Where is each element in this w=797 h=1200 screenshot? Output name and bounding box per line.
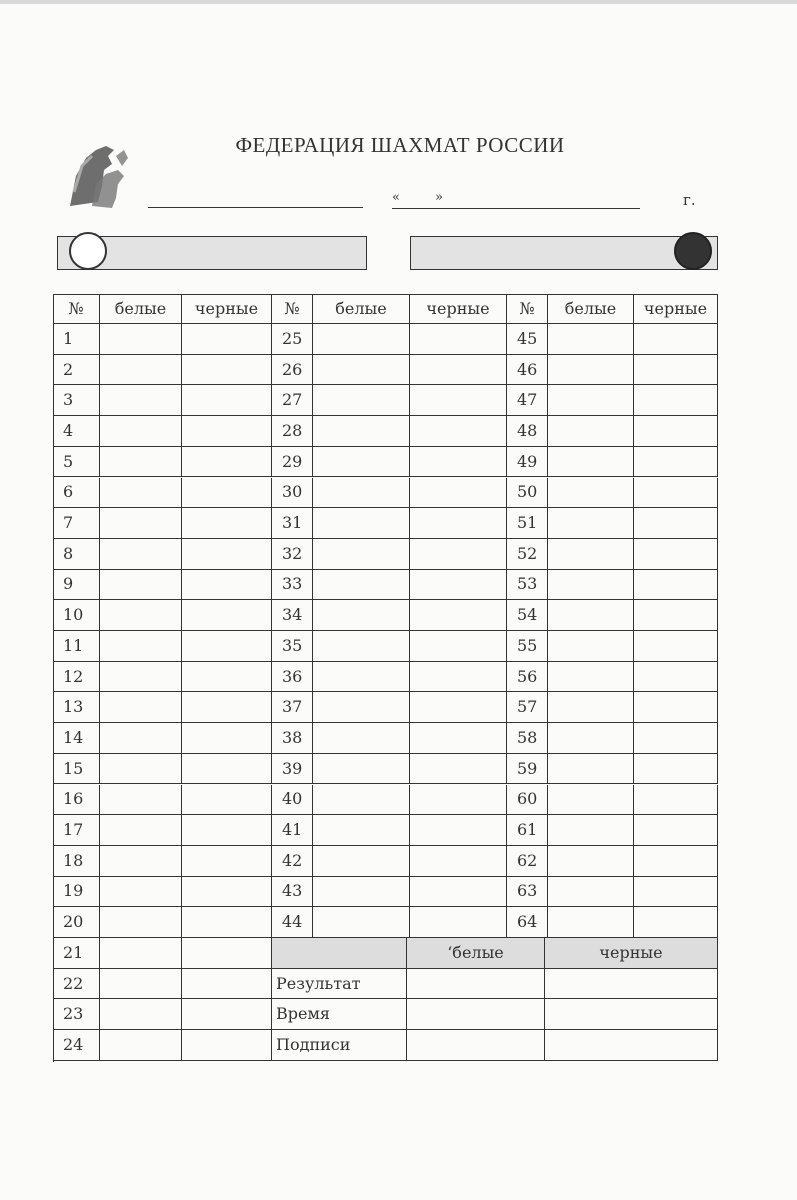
move-number: 22 (53, 969, 100, 1000)
move-number: 34 (272, 600, 313, 631)
move-number: 46 (507, 355, 548, 386)
move-number: 53 (507, 570, 548, 601)
move-number: 23 (53, 999, 100, 1030)
move-number: 37 (272, 692, 313, 723)
black-move-cell[interactable] (182, 662, 272, 693)
move-number: 16 (53, 785, 100, 816)
black-move-cell[interactable] (410, 907, 507, 938)
white-move-cell[interactable] (100, 877, 182, 908)
black-move-cell[interactable] (634, 324, 718, 355)
move-number: 17 (53, 815, 100, 846)
move-number: 2 (53, 355, 100, 386)
header-number-2: № (272, 294, 313, 324)
white-move-cell[interactable] (313, 785, 410, 816)
white-move-cell[interactable] (548, 539, 634, 570)
black-move-cell[interactable] (182, 355, 272, 386)
black-move-cell[interactable] (410, 355, 507, 386)
white-signatures-cell[interactable] (407, 1030, 545, 1061)
move-scoresheet (53, 294, 718, 1062)
black-move-cell[interactable] (410, 385, 507, 416)
white-move-cell[interactable] (100, 754, 182, 785)
header-white-1: белые (100, 294, 182, 324)
white-move-cell[interactable] (313, 877, 410, 908)
move-number: 38 (272, 723, 313, 754)
black-move-cell[interactable] (182, 877, 272, 908)
move-number: 51 (507, 508, 548, 539)
black-move-cell[interactable] (182, 723, 272, 754)
move-number: 64 (507, 907, 548, 938)
white-move-cell[interactable] (548, 570, 634, 601)
move-number: 62 (507, 846, 548, 877)
black-move-cell[interactable] (634, 907, 718, 938)
white-move-cell[interactable] (548, 907, 634, 938)
move-number: 36 (272, 662, 313, 693)
move-number: 48 (507, 416, 548, 447)
white-move-cell[interactable] (548, 815, 634, 846)
white-move-cell[interactable] (548, 692, 634, 723)
white-move-cell[interactable] (100, 631, 182, 662)
black-move-cell[interactable] (182, 969, 272, 1000)
move-number: 40 (272, 785, 313, 816)
white-move-cell[interactable] (313, 631, 410, 662)
move-number: 33 (272, 570, 313, 601)
white-move-cell[interactable] (548, 846, 634, 877)
white-move-cell[interactable] (548, 355, 634, 386)
black-move-cell[interactable] (634, 447, 718, 478)
white-move-cell[interactable] (100, 846, 182, 877)
move-number: 7 (53, 508, 100, 539)
black-move-cell[interactable] (634, 785, 718, 816)
move-number: 55 (507, 631, 548, 662)
white-move-cell[interactable] (100, 692, 182, 723)
black-move-cell[interactable] (634, 508, 718, 539)
white-move-cell[interactable] (313, 907, 410, 938)
black-move-cell[interactable] (410, 570, 507, 601)
white-move-cell[interactable] (313, 539, 410, 570)
black-move-cell[interactable] (182, 907, 272, 938)
move-number: 14 (53, 723, 100, 754)
black-player-field[interactable] (410, 236, 718, 270)
black-move-cell[interactable] (182, 324, 272, 355)
white-move-cell[interactable] (100, 969, 182, 1000)
header-black-1: черные (182, 294, 272, 324)
black-move-cell[interactable] (410, 478, 507, 509)
black-move-cell[interactable] (634, 662, 718, 693)
black-move-cell[interactable] (410, 815, 507, 846)
black-move-cell[interactable] (634, 355, 718, 386)
header-white-3: белые (548, 294, 634, 324)
black-move-cell[interactable] (410, 877, 507, 908)
black-move-cell[interactable] (182, 447, 272, 478)
white-move-cell[interactable] (313, 846, 410, 877)
white-move-cell[interactable] (100, 785, 182, 816)
white-move-cell[interactable] (100, 385, 182, 416)
move-number: 9 (53, 570, 100, 601)
white-move-cell[interactable] (313, 570, 410, 601)
white-move-cell[interactable] (548, 600, 634, 631)
white-move-cell[interactable] (548, 723, 634, 754)
black-move-cell[interactable] (410, 416, 507, 447)
date-line (392, 208, 640, 209)
move-number: 35 (272, 631, 313, 662)
white-move-cell[interactable] (313, 416, 410, 447)
black-move-cell[interactable] (182, 478, 272, 509)
black-result-cell[interactable] (545, 969, 718, 1000)
summary-label-time: Время (272, 999, 407, 1030)
black-move-cell[interactable] (182, 385, 272, 416)
white-move-cell[interactable] (313, 478, 410, 509)
move-number: 43 (272, 877, 313, 908)
date-quote-close: » (435, 190, 443, 205)
white-move-cell[interactable] (100, 723, 182, 754)
black-move-cell[interactable] (410, 324, 507, 355)
white-move-cell[interactable] (100, 1030, 182, 1061)
black-move-cell[interactable] (182, 754, 272, 785)
year-suffix: г. (683, 191, 696, 209)
white-move-cell[interactable] (313, 447, 410, 478)
black-piece-icon (674, 232, 712, 270)
move-number: 58 (507, 723, 548, 754)
white-move-cell[interactable] (548, 478, 634, 509)
white-move-cell[interactable] (100, 815, 182, 846)
white-time-cell[interactable] (407, 999, 545, 1030)
header-number-1: № (53, 294, 100, 324)
move-number: 8 (53, 539, 100, 570)
white-move-cell[interactable] (548, 447, 634, 478)
move-number: 21 (53, 938, 100, 969)
move-number: 6 (53, 478, 100, 509)
white-move-cell[interactable] (313, 692, 410, 723)
black-move-cell[interactable] (634, 692, 718, 723)
move-number: 12 (53, 662, 100, 693)
black-move-cell[interactable] (410, 631, 507, 662)
chess-knight-logo-icon (62, 136, 142, 216)
move-number: 39 (272, 754, 313, 785)
white-move-cell[interactable] (548, 385, 634, 416)
move-number: 61 (507, 815, 548, 846)
summary-label-result: Результат (272, 969, 407, 1000)
move-number: 3 (53, 385, 100, 416)
move-number: 27 (272, 385, 313, 416)
move-number: 52 (507, 539, 548, 570)
header-black-3: черные (634, 294, 718, 324)
move-number: 54 (507, 600, 548, 631)
move-number: 1 (53, 324, 100, 355)
summary-black-header: черные (545, 938, 718, 969)
header-number-3: № (507, 294, 548, 324)
top-edge (0, 0, 797, 4)
black-move-cell[interactable] (410, 508, 507, 539)
white-move-cell[interactable] (548, 877, 634, 908)
white-move-cell[interactable] (100, 416, 182, 447)
white-piece-icon (69, 232, 107, 270)
move-number: 57 (507, 692, 548, 723)
move-number: 63 (507, 877, 548, 908)
black-move-cell[interactable] (182, 631, 272, 662)
white-move-cell[interactable] (100, 999, 182, 1030)
black-time-cell[interactable] (545, 999, 718, 1030)
move-number: 29 (272, 447, 313, 478)
black-move-cell[interactable] (182, 785, 272, 816)
black-move-cell[interactable] (182, 1030, 272, 1061)
white-move-cell[interactable] (100, 447, 182, 478)
black-move-cell[interactable] (182, 570, 272, 601)
black-move-cell[interactable] (634, 600, 718, 631)
black-signatures-cell[interactable] (545, 1030, 718, 1061)
move-number: 19 (53, 877, 100, 908)
move-number: 49 (507, 447, 548, 478)
move-number: 11 (53, 631, 100, 662)
move-number: 5 (53, 447, 100, 478)
white-move-cell[interactable] (100, 539, 182, 570)
black-move-cell[interactable] (410, 600, 507, 631)
black-move-cell[interactable] (634, 846, 718, 877)
white-move-cell[interactable] (548, 508, 634, 539)
black-move-cell[interactable] (182, 938, 272, 969)
move-number: 10 (53, 600, 100, 631)
summary-label-signatures: Подписи (272, 1030, 407, 1061)
black-move-cell[interactable] (182, 846, 272, 877)
white-move-cell[interactable] (313, 600, 410, 631)
player-name-line (148, 207, 363, 208)
white-move-cell[interactable] (100, 938, 182, 969)
black-move-cell[interactable] (410, 692, 507, 723)
black-move-cell[interactable] (182, 508, 272, 539)
white-move-cell[interactable] (548, 662, 634, 693)
move-number: 60 (507, 785, 548, 816)
move-number: 20 (53, 907, 100, 938)
white-move-cell[interactable] (100, 478, 182, 509)
date-quote-open: « (392, 190, 400, 205)
black-move-cell[interactable] (182, 416, 272, 447)
white-move-cell[interactable] (313, 324, 410, 355)
black-move-cell[interactable] (634, 478, 718, 509)
move-number: 50 (507, 478, 548, 509)
black-move-cell[interactable] (410, 539, 507, 570)
move-number: 59 (507, 754, 548, 785)
white-move-cell[interactable] (100, 570, 182, 601)
white-move-cell[interactable] (313, 754, 410, 785)
black-move-cell[interactable] (634, 754, 718, 785)
black-move-cell[interactable] (634, 385, 718, 416)
black-move-cell[interactable] (634, 631, 718, 662)
black-move-cell[interactable] (182, 692, 272, 723)
move-number: 15 (53, 754, 100, 785)
move-number: 32 (272, 539, 313, 570)
black-move-cell[interactable] (410, 447, 507, 478)
black-move-cell[interactable] (634, 877, 718, 908)
white-move-cell[interactable] (100, 324, 182, 355)
move-number: 44 (272, 907, 313, 938)
move-number: 47 (507, 385, 548, 416)
white-move-cell[interactable] (100, 907, 182, 938)
black-move-cell[interactable] (410, 785, 507, 816)
header-white-2: белые (313, 294, 410, 324)
white-move-cell[interactable] (313, 815, 410, 846)
move-number: 24 (53, 1030, 100, 1061)
move-number: 25 (272, 324, 313, 355)
white-move-cell[interactable] (100, 662, 182, 693)
white-move-cell[interactable] (100, 355, 182, 386)
white-result-cell[interactable] (407, 969, 545, 1000)
white-move-cell[interactable] (548, 416, 634, 447)
summary-corner (272, 938, 407, 969)
move-number: 13 (53, 692, 100, 723)
black-move-cell[interactable] (634, 815, 718, 846)
move-number: 26 (272, 355, 313, 386)
move-number: 28 (272, 416, 313, 447)
move-number: 42 (272, 846, 313, 877)
move-number: 56 (507, 662, 548, 693)
white-move-cell[interactable] (313, 723, 410, 754)
white-move-cell[interactable] (548, 324, 634, 355)
white-move-cell[interactable] (313, 662, 410, 693)
move-number: 30 (272, 478, 313, 509)
black-move-cell[interactable] (634, 570, 718, 601)
move-number: 31 (272, 508, 313, 539)
black-move-cell[interactable] (182, 539, 272, 570)
black-move-cell[interactable] (410, 662, 507, 693)
white-move-cell[interactable] (100, 600, 182, 631)
black-move-cell[interactable] (182, 999, 272, 1030)
move-number: 45 (507, 324, 548, 355)
move-number: 18 (53, 846, 100, 877)
black-move-cell[interactable] (182, 815, 272, 846)
black-move-cell[interactable] (634, 723, 718, 754)
header-black-2: черные (410, 294, 507, 324)
white-move-cell[interactable] (548, 785, 634, 816)
white-move-cell[interactable] (313, 385, 410, 416)
move-number: 41 (272, 815, 313, 846)
white-move-cell[interactable] (548, 631, 634, 662)
black-move-cell[interactable] (634, 539, 718, 570)
move-number: 4 (53, 416, 100, 447)
white-move-cell[interactable] (100, 508, 182, 539)
summary-white-header: ‘белые (407, 938, 545, 969)
black-move-cell[interactable] (634, 416, 718, 447)
black-move-cell[interactable] (410, 723, 507, 754)
white-move-cell[interactable] (313, 508, 410, 539)
black-move-cell[interactable] (410, 846, 507, 877)
white-move-cell[interactable] (313, 355, 410, 386)
black-move-cell[interactable] (182, 600, 272, 631)
federation-title: ФЕДЕРАЦИЯ ШАХМАТ РОССИИ (235, 133, 565, 157)
white-move-cell[interactable] (548, 754, 634, 785)
black-move-cell[interactable] (410, 754, 507, 785)
